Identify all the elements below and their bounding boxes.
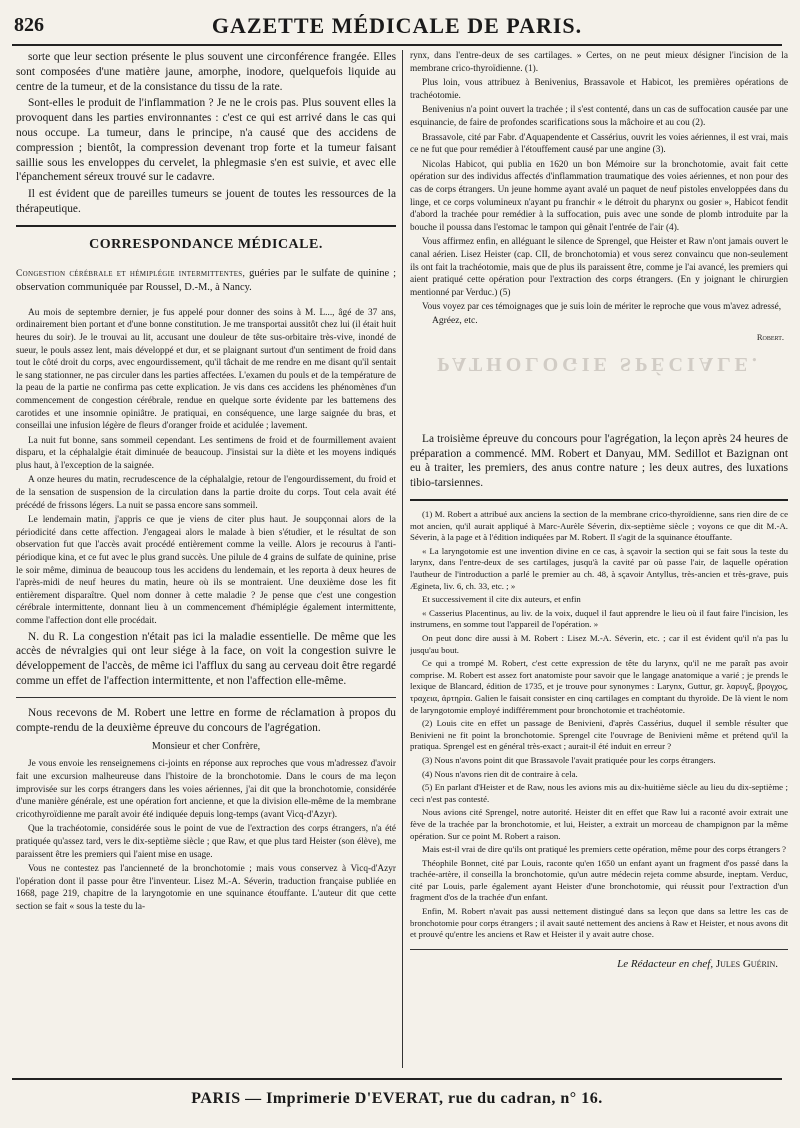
note-divider [16, 697, 396, 698]
intro-paragraph: Sont-elles le produit de l'inflammation ? Je ne le crois pas. Plus souvent elles la provoquent dans les parties environnantes : c'est ce qui est arrivé dans le cas qui nous occupe. La tumeur, dans le principe, n'a causé que des accidens de compression ; bientôt, la compression devenant trop forte et la tumeur faisant saillie sous les enveloppes du cervelet, la phlegmasie s'en est suivie, et avec elle l'épanchement séreux trouvé sur le cadavre. [16, 97, 396, 184]
editor-note: N. du R. La congestion n'était pas ici la maladie essentielle. De même que les accès de névralgies qui ont leur siége à la face, on voit la congestion suivre le développement de l'accès, de même ici l'afflux du sang au cerveau doit être regardé comme un effet de l'affection intermittente, et non l'affection elle-même. [16, 630, 396, 687]
footnote: (4) Nous n'avons rien dit de contraire à cela. [422, 768, 578, 779]
letter-paragraph: Nicolas Habicot, qui publia en 1620 un bon Mémoire sur la bronchotomie, avait fait cette opération sur des individus affectés d'inflammation traumatique des voies aériennes, et non pour des cas de corps étrangers. Un jeune homme ayant avalé un paquet de neuf pistoles enveloppées dans du linge, et ce corps volumineux n'ayant pu franchir « le détroit du pharynx ou gosier », Habicot fendit d'abord la trachée pour remédier à la suffocation, puis avec une sonde de plomb introduite par la bouche il poussa dans l'estomac le tampon qui gênait l'entrée de l'air (4). [410, 159, 788, 233]
letter-paragraph: Brassavole, cité par Fabr. d'Aquapendente et Cassérius, ouvrit les voies aériennes, il est vrai, mais ce ne fut que pour remédier à l'étouffement causé par une angine (3). [410, 132, 788, 156]
letter-paragraph: Benivenius n'a point ouvert la trachée ; il s'est contenté, dans un cas de suffocation causée par une esquinancie, de faire de profondes scarifications sous la mâchoire et au cou (2). [410, 105, 788, 128]
letter-paragraph: Vous voyez par ces témoignages que je suis loin de mériter le reproche que vous m'avez adressé, [422, 302, 782, 313]
intro-paragraph: Il est évident que de pareilles tumeurs se jouent de toutes les ressources de la thérapeutique. [16, 188, 396, 215]
article-title [16, 267, 396, 295]
case-paragraph: Au mois de septembre dernier, je fus appelé pour donner des soins à M. L..., âgé de 37 ans, ordinairement bien portant et d'une bonne constitution. Je me transportai aussitôt chez lui (il était huit heures du soir). Je le trouvai au lit, accusant une douleur de tête sus-orbitaire très-vive, inondé de sueur, le pouls assez lent, mais développé et dur, et se plaignant surtout d'un sentiment de froid dans tout le côté droit du corps, avec engourdissement, qu'il tâchait de me rendre en me disant qu'il sentait le sang stationner, ne pas circuler dans les parties affectées. L'examen du pouls et de la température de la peau de la partie ne confirma pas cette explication. Je vis dans ces accidens les phénomènes d'un commencement de congestion cérébrale, rendue en quelque sorte évidente par les battemens des carotides et une insomnie opiniâtre. Je pratiquai, en conséquence, une large saignée du bras, et conseillai une infusion légère de fleurs d'oranger froide et acidulée ; lavement. [16, 307, 396, 432]
case-paragraph: La nuit fut bonne, sans sommeil cependant. Les sentimens de froid et de fourmillement avaient disparu, et la céphalalgie était diminuée de beaucoup. J'insistai sur la diète et les moyens indiqués plus haut, à l'exception de la saignée. [16, 435, 396, 471]
printer-imprint: PARIS — Imprimerie D'EVERAT, rue du cadran, n° 16. [191, 1090, 603, 1107]
closing: Agréez, etc. [432, 315, 478, 326]
footnote: « Casserius Placentinus, au liv. de la voix, duquel il faut apprendre le lieu où il faut faire l'incision, les instrumens, en somme tout l'appareil de l'opération. » [410, 607, 788, 630]
footnote: (2) Louis cite en effet un passage de Benivieni, d'après Cassérius, duquel il semble résulter que Benivieni ne fit point la bronchotomie. Sprengel cite l'ouvrage de Benivieni même et prétend qu'il la pratiqua. Sprengel est en général très-exact ; aurait-il été induit en erreur ? [410, 718, 788, 752]
case-paragraph: A onze heures du matin, recrudescence de la céphalalgie, retour de l'engourdissement, du froid et de la sensation de suspension de la circulation dans la partie droite du corps. Tout cela avait été précédé de frissons légers. La nuit se passa encore sans sommeil. [16, 475, 396, 511]
signature: Robert. [756, 331, 784, 342]
footnote: Et successivement il cite dix auteurs, et enfin [422, 594, 581, 605]
section-divider [16, 225, 396, 227]
letter-paragraph: Vous ne contestez pas l'ancienneté de la bronchotomie ; mais vous conservez à Vicq-d'Azyr l'opération dont il passe pour être l'inventeur. Lisez M.-A. Séverin, traduction française publiée en 1668, page 219, chapitre de la laryngotomie en une squinance étouffante. L'auteur dit que cette section se fait « sous la teste du la- [16, 864, 396, 912]
footnote: Mais est-il vrai de dire qu'ils ont pratiqué les premiers cette opération, même pour des corps étrangers ? [422, 844, 787, 855]
left-column [16, 50, 396, 1070]
editor-name: Jules Guérin. [715, 957, 778, 970]
running-header [12, 10, 782, 46]
footnote: Nous avions cité Sprengel, notre autorité. Heister dit en effet que Raw lui a raconté avoir extrait une fève de la trachée par la bronchotomie, et lui, Heister, a extrait un morceau de champignon par la même opération. Sur ce point M. Robert a raison. [410, 807, 788, 841]
printer-footer [12, 1078, 782, 1120]
footnote: Théophile Bonnet, cité par Louis, raconte qu'en 1650 un enfant ayant un fragment d'os passé dans la trachée-artère, il conseilla la bronchotomie, qu'un autre médecin rejeta comme absurde, ineptam. Verduc, cité par Louis, parle également ayant Heister d'une bronchotomie, qui réussit pour l'extraction d'un fragment d'os de la trachée d'un enfant. [410, 857, 788, 903]
article-title-caps: Congestion cérébrale et hémiplégie intermittentes, [16, 268, 246, 279]
journal-title: GAZETTE MÉDICALE DE PARIS. [211, 13, 583, 38]
page-number: 826 [14, 14, 44, 36]
section-heading: CORRESPONDANCE MÉDICALE. [89, 236, 323, 252]
footnotes [410, 509, 788, 941]
salutation: Monsieur et cher Confrère, [151, 741, 261, 753]
editor-divider [410, 949, 788, 950]
letter-intro: Nous recevons de M. Robert une lettre en forme de réclamation à propos du compte-rendu de la deuxième épreuve du concours de l'agrégation. [16, 706, 396, 734]
letter-paragraph: Que la trachéotomie, considérée sous le point de vue de l'extraction des corps étrangers, n'a été pratiquée qu'assez tard, vers le dix-septième siècle ; que Raw, et que plus tard Heister (son élève), me paraissent être les premiers qui l'aient mise en usage. [16, 824, 396, 860]
footnote-divider [410, 499, 788, 501]
letter-paragraph: Je vous envoie les renseignemens ci-joints en réponse aux reproches que vous m'adressez d'avoir fait une excursion malheureuse dans l'histoire de la bronchotomie. Dans le cours de ma leçon improvisée sur les corps étrangers dans les voies aériennes, j'ai dit que la bronchotomie, considérée d'une manière générale, est une opération fort ancienne, et que la division elle-même de la membrane cricothyroïdienne me paraît avoir été indiquée depuis long-temps (avant Vicq-d'Azyr). [16, 759, 396, 820]
letter-paragraph: Vous affirmez enfin, en alléguant le silence de Sprengel, que Heister et Raw n'ont jamais ouvert le canal aérien. Lisez Heister (cap. CII, de bronchotomia) et vous serez convaincu que non-seulement ils ont fait la trachéotomie, mais que de plus ils paraissent être, comme je l'ai avancé, les premiers qui aient pratiqué cette opération pour l'extraction des corps étrangers. (En y joignant le chirurgien mentionné par Verduc.) (5) [410, 237, 788, 298]
footnote: Enfin, M. Robert n'avait pas aussi nettement distingué dans sa leçon que dans sa lettre les cas de bronchotomie pour corps étrangers ; il avait sauté nettement des anciens à Raw et Heister, et nous avons dit et prouvé qu'entre les anciens et Raw et Heister il y avait autre chose. [410, 906, 788, 940]
bleed-through-text: PATHOLOGIE SPÉCIALE. [437, 352, 761, 375]
footnote: (1) M. Robert a attribué aux anciens la section de la membrane crico-thyroïdienne, sans rien dire de ce mot ancien, qu'il aurait appliqué à Marc-Aurèle Séverin, dix-septième siècle ; voyons ce que dit M.-A. Séverin, à la page et à l'édition indiquées par M. Robert. Il s'agit de la squinance étouffante. [410, 509, 788, 543]
editor-signature [410, 958, 778, 970]
letter-paragraph: Plus loin, vous attribuez à Benivenius, Brassavole et Habicot, les premières opérations de trachéotomie. [410, 78, 788, 101]
footnote: (5) En parlant d'Heister et de Raw, nous les avions mis au dix-huitième siècle au lieu du dix-septième ; ceci n'est pas contesté. [410, 782, 788, 804]
letter-paragraph: rynx, dans l'entre-deux de ses cartilages. » Certes, on ne peut mieux désigner l'incision de la membrane crico-thyroïdienne. (1). [410, 51, 788, 74]
concours-paragraph: La troisième épreuve du concours pour l'agrégation, la leçon après 24 heures de préparation a commencé. MM. Robert et Danyau, MM. Sedillot et Bazignan ont eu à traiter, les premiers, des anus contre nature ; les deux autres, des luxations tibio-tarsiennes. [410, 432, 788, 490]
footnote: On peut donc dire aussi à M. Robert : Lisez M.-A. Séverin, etc. ; car il est évident qu'il n'a pas lu jusqu'au bout. [410, 633, 788, 655]
editor-title: Le Rédacteur en chef, [617, 957, 714, 970]
footnote: Ce qui a trompé M. Robert, c'est cette expression de tête du larynx, qu'il ne me paraît pas avoir comprise. M. Robert est assez fort anatomiste pour savoir que le langage anatomique a varié ; je prends le lexique de Blancard, édition de 1735, et je trouve pour synonymes : Larynx, Guttur, gr. λαρυγξ, βρογχος, τραχεια, ἀρτηρία. Galien le faisait consister en cinq cartilages en comptant du thyroïde. De là vient le nom de laryngotomie employé indifféremment pour bronchotomie et trachéotomie. [410, 658, 788, 715]
article-title-rest: guéries par le sulfate de quinine ; observation communiquée par Roussel, D.-M., à Nancy. [16, 267, 396, 293]
footnote: (3) Nous n'avons point dit que Brassavole l'avait pratiquée pour les corps étrangers. [422, 754, 716, 765]
intro-paragraph: sorte que leur section présente le plus souvent une circonférence frangée. Elles sont composées d'une matière jaune, amorphe, inodore, quelquefois liquide au centre de la tumeur, et de la consistance du tissu de la rate. [16, 51, 396, 93]
case-paragraph: Le lendemain matin, j'appris ce que je viens de citer plus haut. Je soupçonnai alors de la périodicité dans cette affection. J'engageai alors le malade à bien s'étudier, et le résultat de son observation fut que l'accès avait procédé entièrement comme la veille. Alors je recourus à l'anti-périodique kina, et ce fut avec le plus grand succès. Une pilule de 4 grains de sulfate de quinine, prise le soir même, diminua de beaucoup tous les accidens du lendemain, et les reporta à deux heures de l'après-midi de neuf heures du matin, heure où ils se montraient. Une deuxième dose les fit entièrement disparaître. Quel nom donner à cette maladie ? Je pense que c'est une congestion cérébrale intermittente, donnant lieu à un commencement d'hémiplégie également intermittente, comme l'affection dont elle procédait. [16, 515, 396, 627]
column-rule [402, 50, 403, 1068]
bleed-through-area [410, 348, 788, 426]
footnote: « La laryngotomie est une invention divine en ce cas, à sçavoir la section qui se fait sous la teste du larynx, dans l'entre-deux de ses cartilages, jusqu'à la cavité par où passe l'air, de laquelle opération l'autheur de l'introduction a parlé le premier au ch. 48, à sçavoir Antyllus, très-ancien et très-grave, puis Ægineta, liv. 6, ch. 33, etc. ; » [410, 545, 788, 591]
right-column [410, 50, 788, 1070]
